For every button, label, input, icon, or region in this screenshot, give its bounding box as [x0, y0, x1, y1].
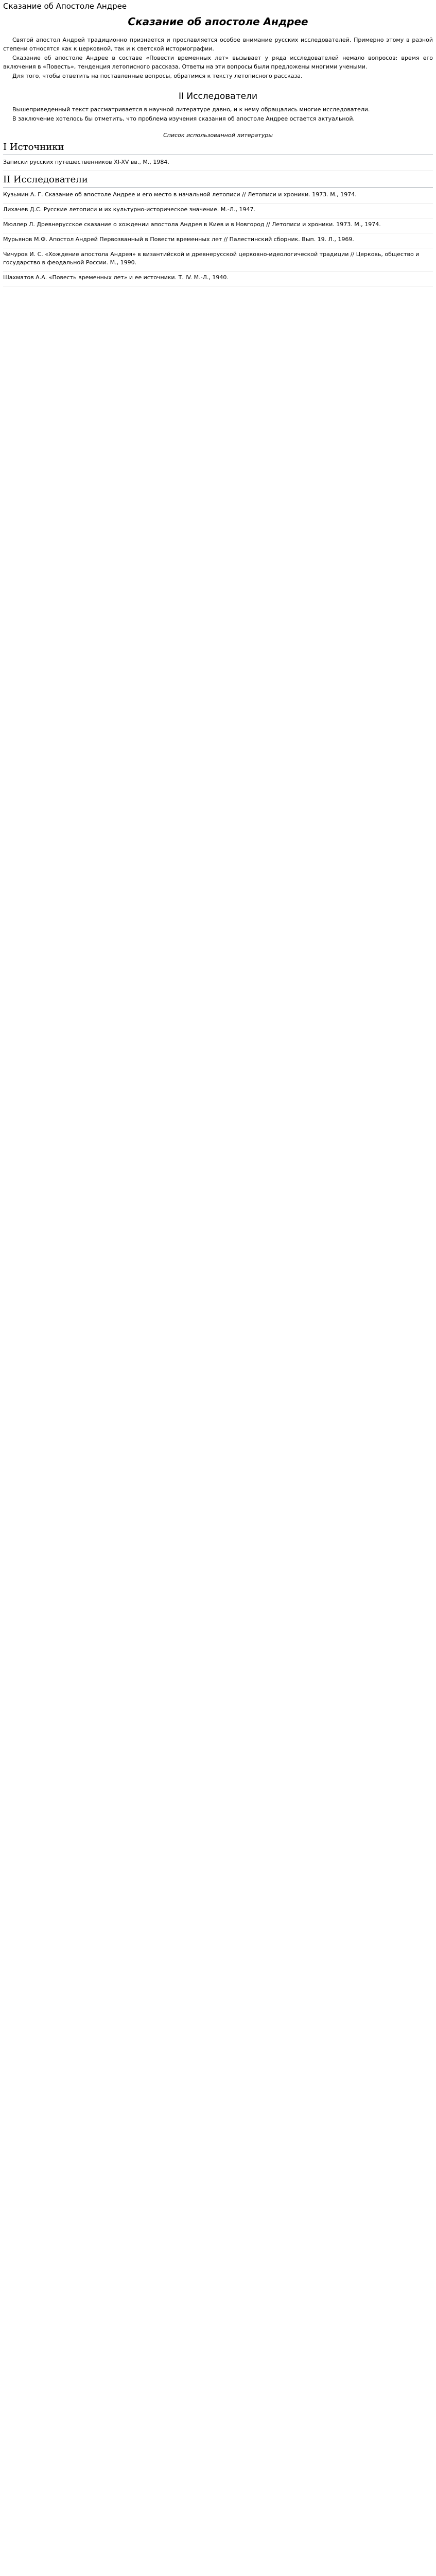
reference-item: Лихачев Д.С. Русские летописи и их культурно-историческое значение. М.-Л., 1947.: [3, 206, 433, 218]
researchers-section: [3, 106, 433, 124]
reference-item: Чичуров И. С. «Хождение апостола Андрея» в византийской и древнерусской церковно-идеологической традиции // Церковь, общество и государство в феодальной России. М., 1990.: [3, 250, 433, 272]
reference-item: Кузьмин А. Г. Сказание об апостоле Андрее и его место в начальной летописи // Летописи и хроники. 1973. М., 1974.: [3, 191, 433, 204]
intro-section: [3, 36, 433, 81]
paragraph: В заключение хотелось бы отметить, что проблема изучения сказания об апостоле Андрее остается актуальной.: [12, 115, 355, 122]
section-heading: II Исследователи: [178, 91, 258, 101]
paragraph: Святой апостол Андрей традиционно признается и прославляется особое внимание русских исследователей. Примерно этому в разной степени относятся как к церковной, так и к светской историографии.: [3, 37, 433, 52]
window-title: Сказание об Апостоле Андрее: [3, 2, 127, 11]
research-heading: II Исследователи: [3, 174, 433, 188]
document-title: Сказание об апостоле Андрее: [128, 15, 308, 28]
reference-item: Шахматов А.А. «Повесть временных лет» и ее источники. Т. IV. М.-Л., 1940.: [3, 274, 433, 286]
reference-item: Записки русских путешественников XI-XV вв., М., 1984.: [3, 158, 433, 171]
sources-heading: I Источники: [3, 142, 433, 155]
paragraph: Сказание об апостоле Андрее в составе «Повести временных лет» вызывает у ряда исследователей немало вопросов: время его включения в «Повесть», тенденция летописного рассказа. Ответы на эти вопросы были предложены многими учеными.: [3, 55, 433, 70]
paragraph: Вышеприведенный текст рассматривается в научной литературе давно, и к нему обращались многие исследователи.: [12, 106, 370, 113]
references-caption: Список использованной литературы: [163, 131, 273, 139]
paragraph: Для того, чтобы ответить на поставленные вопросы, обратимся к тексту летописного рассказа.: [12, 73, 303, 79]
reference-item: Мурьянов М.Ф. Апостол Андрей Первозванный в Повести временных лет // Палестинский сборник. Вып. 19. Л., 1969.: [3, 235, 433, 248]
page: [0, 0, 436, 286]
reference-item: Мюллер Л. Древнерусское сказание о хождении апостола Андрея в Киев и в Новгород // Летописи и хроники. 1973. М., 1974.: [3, 221, 433, 233]
